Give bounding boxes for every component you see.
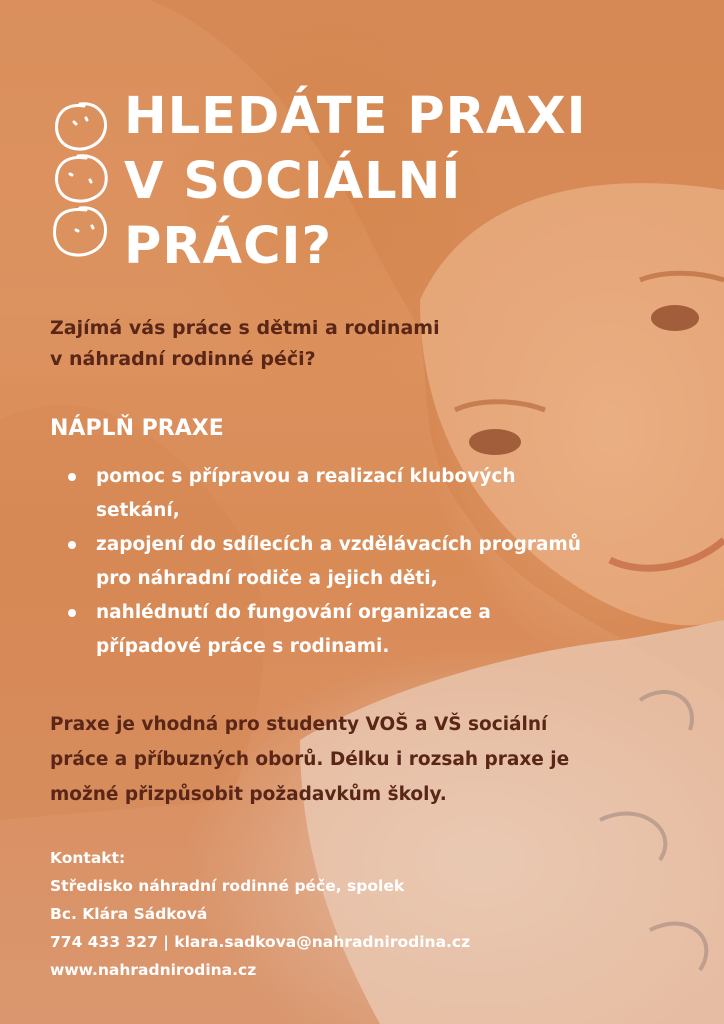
bullet-icon: [68, 473, 76, 481]
duty-line: případové práce s rodinami.: [96, 636, 390, 657]
duty-line: pro náhradní rodiče a jejich děti,: [96, 568, 438, 589]
duty-line: zapojení do sdílecích a vzdělávacích programů: [96, 534, 581, 555]
suitability-line: práce a příbuzných oborů. Délku i rozsah praxe je: [50, 749, 570, 770]
contact-block: [50, 844, 650, 984]
intro-question: [50, 313, 610, 375]
duties-heading: NÁPLŇ PRAXE: [50, 416, 224, 441]
suitability-line: možné přizpůsobit požadavkům školy.: [50, 784, 447, 805]
bullet-icon: [68, 609, 76, 617]
title-line: V SOCIÁLNÍ: [124, 152, 462, 211]
title-line: PRÁCI?: [124, 217, 333, 276]
intro-line: v náhradní rodinné péči?: [50, 348, 316, 370]
contact-person: Bc. Klára Sádková: [50, 905, 208, 923]
suitability-paragraph: [50, 707, 700, 812]
duties-list: [64, 460, 704, 664]
hand-drawn-circles-decoration: [50, 100, 112, 260]
duty-item: [64, 596, 704, 664]
contact-organization: Středisko náhradní rodinné péče, spolek: [50, 877, 405, 895]
suitability-line: Praxe je vhodná pro studenty VOŠ a VŠ sociální: [50, 714, 548, 735]
contact-phone-email[interactable]: 774 433 327 | klara.sadkova@nahradnirodina.cz: [50, 933, 471, 951]
contact-website-link[interactable]: www.nahradnirodina.cz: [50, 961, 257, 979]
duty-item: [64, 528, 704, 596]
duty-line: nahlédnutí do fungování organizace a: [96, 602, 491, 623]
duty-line: pomoc s přípravou a realizací klubových: [96, 466, 516, 487]
intro-line: Zajímá vás práce s dětmi a rodinami: [50, 317, 440, 339]
bullet-icon: [68, 541, 76, 549]
page-title: [124, 84, 704, 279]
title-line: HLEDÁTE PRAXI: [124, 87, 587, 146]
duty-line: setkání,: [96, 500, 180, 521]
duty-item: [64, 460, 704, 528]
contact-label: Kontakt:: [50, 849, 126, 867]
